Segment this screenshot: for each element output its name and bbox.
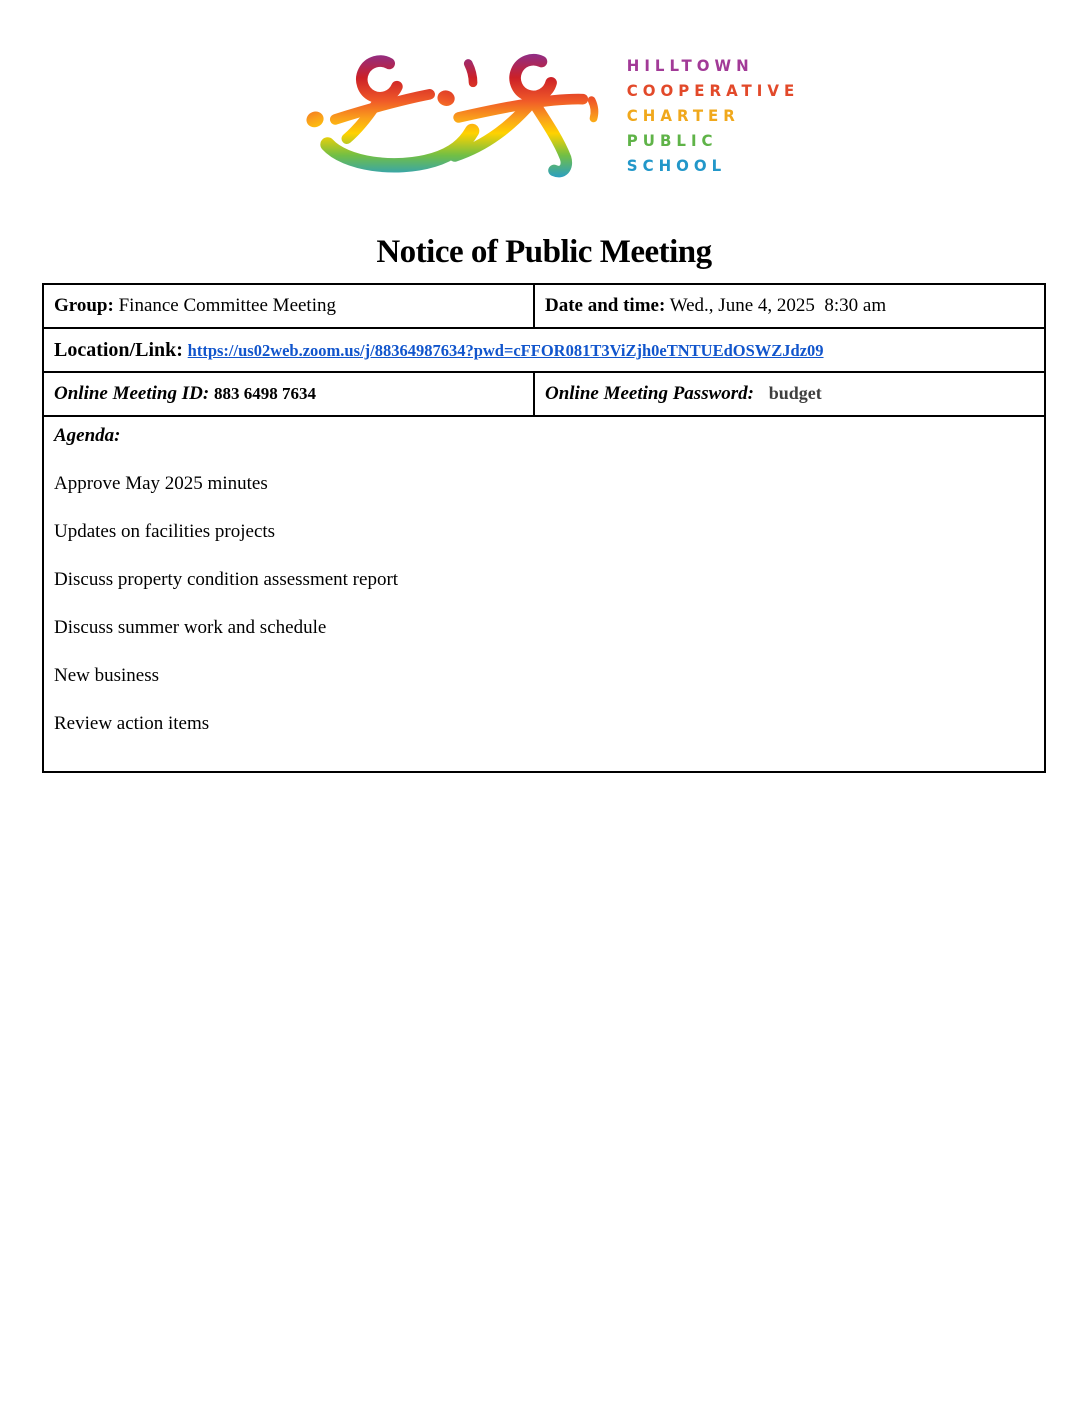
agenda-item: Updates on facilities projects (54, 521, 276, 542)
meeting-details-table (42, 283, 1046, 773)
dancing-figures-icon (289, 44, 607, 189)
location-label: Location/Link: (54, 338, 183, 361)
school-name-wordmark (627, 57, 799, 176)
school-name-line: COOPERATIVE (626, 81, 800, 101)
password-cell (534, 372, 1045, 416)
datetime-label: Date and time: (544, 295, 666, 316)
agenda-item: New business (54, 665, 160, 686)
school-name-line: SCHOOL (626, 156, 727, 176)
agenda-cell (43, 416, 1045, 772)
meeting-id-cell (43, 372, 534, 416)
location-cell (43, 328, 1045, 372)
school-name-line: HILLTOWN (626, 56, 754, 76)
password-value: budget (768, 383, 822, 403)
agenda-item: Discuss property condition assessment report (54, 569, 399, 590)
page-title: Notice of Public Meeting (376, 234, 712, 270)
agenda-item: Approve May 2025 minutes (54, 473, 268, 494)
zoom-meeting-link[interactable]: https://us02web.zoom.us/j/88364987634?pwd=cFFOR081T3ViZjh0eTNTUEdOSWZJdz09 (187, 340, 824, 360)
meeting-id-value: 883 6498 7634 (213, 384, 316, 403)
table-row (43, 372, 1045, 416)
datetime-value: Wed., June 4, 2025 8:30 am (669, 295, 887, 316)
group-cell (43, 284, 534, 328)
password-label: Online Meeting Password: (544, 383, 754, 404)
meeting-id-label: Online Meeting ID: (54, 383, 210, 404)
group-label: Group: (54, 295, 114, 316)
school-logo (0, 44, 1088, 189)
agenda-heading: Agenda: (54, 425, 121, 446)
datetime-cell (534, 284, 1045, 328)
agenda-item: Review action items (54, 713, 210, 734)
table-row (43, 416, 1045, 772)
agenda-item: Discuss summer work and schedule (54, 617, 327, 638)
table-row (43, 328, 1045, 372)
school-name-line: PUBLIC (626, 131, 718, 151)
group-value: Finance Committee Meeting (118, 295, 336, 316)
school-name-line: CHARTER (626, 106, 740, 126)
table-row (43, 284, 1045, 328)
